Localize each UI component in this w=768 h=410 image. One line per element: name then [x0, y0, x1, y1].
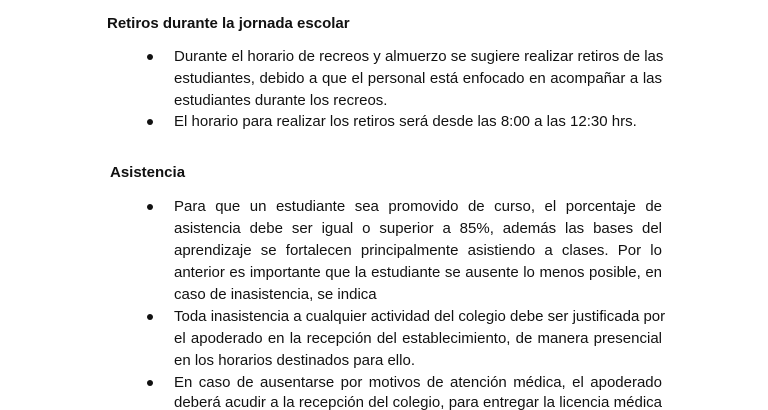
list-item-line: caso de inasistencia, se indica	[174, 286, 377, 303]
list-item-line: aprendizaje se fortalecen principalmente asistiendo a clases. Por lo	[174, 242, 662, 259]
list-item-line: En caso de ausentarse por motivos de atención médica, el apoderado	[174, 374, 662, 391]
list-item-line: Toda inasistencia a cualquier actividad del colegio debe ser justificada por	[174, 308, 666, 325]
list-item-line: deberá acudir a la recepción del colegio, para entregar la licencia médica	[174, 394, 662, 410]
list-item-line: anterior es importante que la estudiante se ausente lo menos posible, en	[174, 264, 662, 281]
list-item-line: estudiantes durante los recreos.	[174, 92, 388, 109]
bullet-icon	[147, 204, 153, 210]
list-item-line: El horario para realizar los retiros será desde las 8:00 a las 12:30 hrs.	[174, 113, 637, 130]
list-item-line: Durante el horario de recreos y almuerzo se sugiere realizar retiros de las	[174, 48, 664, 65]
section-heading-asistencia: Asistencia	[110, 164, 186, 181]
list-item-line: estudiantes, debido a que el personal está enfocado en acompañar a las	[174, 70, 662, 87]
list-item-line: asistencia debe ser igual o superior a 85%, además las bases del	[174, 220, 662, 237]
bullet-icon	[147, 119, 153, 125]
list-item-line: el apoderado en la recepción del establecimiento, de manera presencial	[174, 330, 662, 347]
bullet-icon	[147, 54, 153, 60]
list-item-line: en los horarios destinados para ello.	[174, 352, 415, 369]
bullet-icon	[147, 314, 153, 320]
bullet-icon	[147, 380, 153, 386]
list-item-line: Para que un estudiante sea promovido de curso, el porcentaje de	[174, 198, 662, 215]
section-heading-retiros: Retiros durante la jornada escolar	[107, 15, 350, 32]
